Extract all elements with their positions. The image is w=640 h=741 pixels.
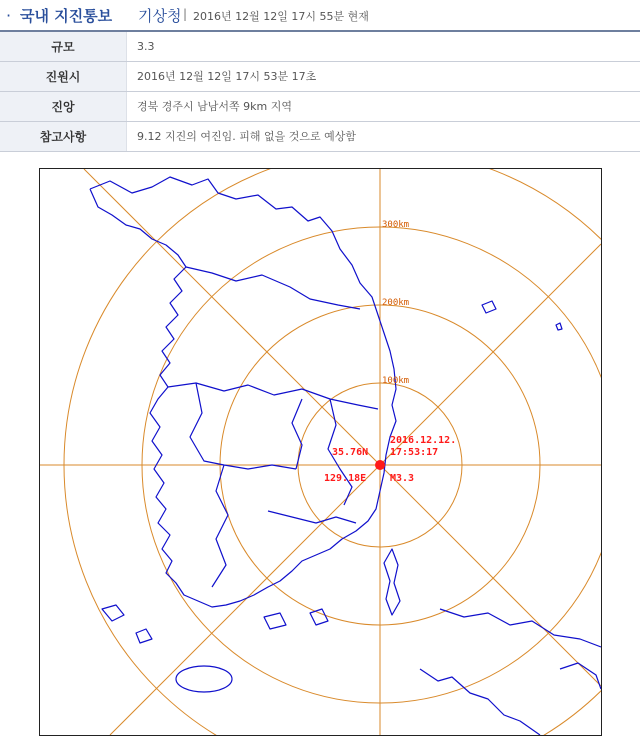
report-title: 국내 지진통보	[20, 7, 113, 25]
south-island-d	[310, 609, 328, 625]
epicenter-time: 17:53:17	[390, 447, 439, 458]
epicenter-magnitude: M3.3	[390, 473, 415, 484]
epicenter-date: 2016.12.12.	[390, 435, 457, 446]
info-row-epicenter	[0, 91, 640, 121]
earthquake-info-table	[0, 30, 640, 152]
info-value: 경북 경주시 남남서쪽 9km 지역	[127, 91, 640, 121]
report-header	[0, 0, 640, 30]
map-svg	[40, 169, 601, 735]
province-border-central	[168, 383, 378, 409]
axis-diagonal-sw	[110, 244, 601, 735]
agency-name: 기상청	[138, 7, 182, 25]
info-label: 참고사항	[0, 121, 127, 151]
axis-diagonal-se	[84, 169, 601, 686]
epicenter-map[interactable]	[39, 168, 602, 736]
info-label: 진원시	[0, 61, 127, 91]
province-border-south	[292, 399, 302, 469]
header-separator: |	[183, 7, 188, 21]
southwest-island-a	[102, 605, 124, 621]
info-value: 2016년 12월 12일 17시 53분 17초	[127, 61, 640, 91]
japan-coast-shikoku	[560, 663, 601, 689]
jeju-island	[176, 666, 232, 692]
province-border-north	[186, 267, 360, 309]
province-border-gyeongnam	[268, 511, 356, 523]
southwest-island-b	[136, 629, 152, 643]
dokdo-island	[556, 323, 562, 330]
tsushima-island	[384, 549, 400, 615]
epicenter-latitude: 35.76N	[332, 447, 369, 458]
ring-label-100km: 100km	[382, 376, 410, 386]
issued-time: 2016년 12월 12일 17시 55분 현재	[193, 10, 369, 23]
info-value: 9.12 지진의 여진임. 피해 없을 것으로 예상함	[127, 121, 640, 151]
epicenter-marker[interactable]	[375, 460, 385, 470]
epicenter-longitude: 129.18E	[324, 473, 367, 484]
info-label: 진앙	[0, 91, 127, 121]
ulleung-island	[482, 301, 496, 313]
province-border-jeolla	[212, 465, 228, 587]
ring-label-300km: 300km	[382, 220, 410, 230]
info-value: 3.3	[127, 31, 640, 61]
bullet-icon: ·	[6, 6, 12, 25]
south-island-c	[264, 613, 286, 629]
mainland-outline	[90, 177, 396, 607]
province-border-southwest	[190, 383, 296, 469]
japan-coast-kyushu	[420, 669, 540, 735]
info-row-magnitude	[0, 31, 640, 61]
ring-label-200km: 200km	[382, 298, 410, 308]
info-row-origin-time	[0, 61, 640, 91]
range-rings	[40, 169, 601, 735]
info-row-notes	[0, 121, 640, 151]
japan-coast-north	[440, 609, 601, 647]
info-label: 규모	[0, 31, 127, 61]
